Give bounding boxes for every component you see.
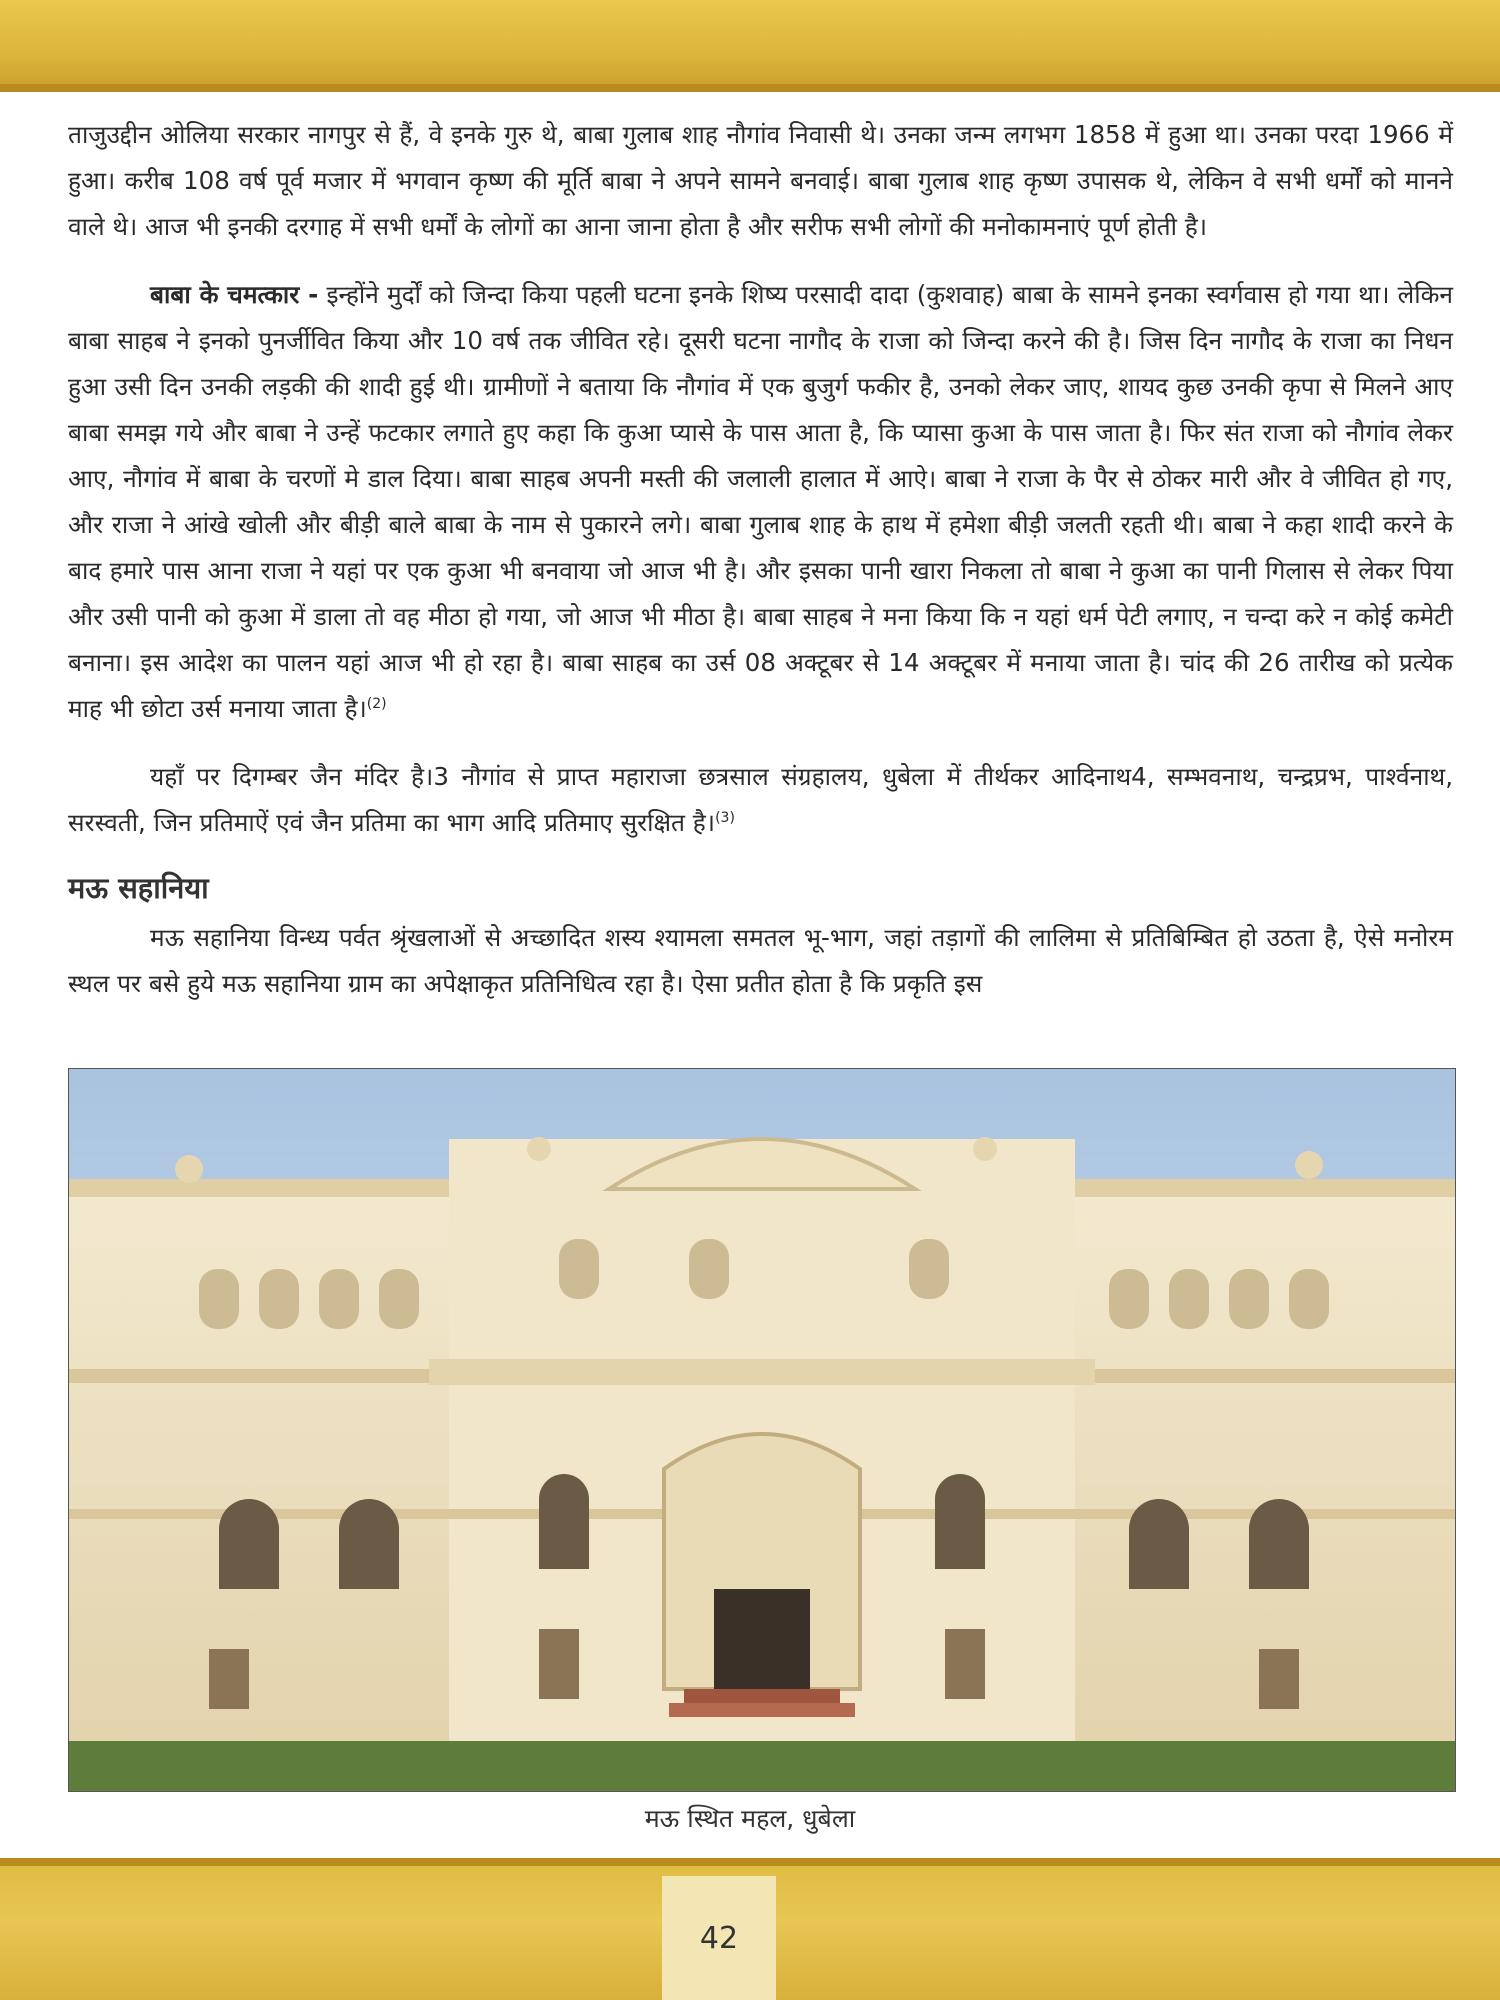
paragraph-miracles: [68, 272, 1453, 732]
page-body: [68, 112, 1453, 1029]
figure-caption: मऊ स्थित महल, धुबेला: [644, 1804, 856, 1833]
section-title: मऊ सहानिया: [68, 871, 209, 905]
jain-temple-text: यहाँ पर दिगम्बर जैन मंदिर है।3 नौगांव से प्राप्त महाराजा छत्रसाल संग्रहालय, धुबेला में तीर्थकर आदिनाथ4, सम्भवनाथ, चन्द्रप्रभ, पार्श्वनाथ, सरस्वती, जिन प्रतिमाऐं एवं जैन प्रतिमा का भाग आदि प्रतिमाए सुरक्षित है।: [68, 762, 1453, 837]
miracles-text: इन्होंने मुर्दों को जिन्दा किया पहली घटना इनके शिष्य परसादी दादा (कुशवाह) बाबा के सामने इनका स्वर्गवास हो गया था। लेकिन बाबा साहब ने इनको पुनर्जीवित किया और 10 वर्ष तक जीवित रहे। दूसरी घटना नागौद के राजा को जिन्दा करने की है। जिस दिन नागौद के राजा का निधन हुआ उसी दिन उनकी लड़की की शादी हुई थी। ग्रामीणों ने बताया कि नौगांव में एक बुजुर्ग फकीर है, उनको लेकर जाए, शायद कुछ उनकी कृपा से मिलने आए बाबा समझ गये और बाबा ने उन्हें फटकार लगाते हुए कहा कि कुआ प्यासे के पास आता है, कि प्यासा कुआ के पास जाता है। फिर संत राजा को नौगांव लेकर आए, नौगांव में बाबा के चरणों मे डाल दिया। बाबा साहब अपनी मस्ती की जलाली हालात में आऐ। बाबा ने राजा के पैर से ठोकर मारी और वे जीवित हो गए, और राजा ने आंखे खोली और बीड़ी बाले बाबा के नाम से पुकारने लगे। बाबा गुलाब शाह के हाथ में हमेशा बीड़ी जलती रहती थी। बाबा ने कहा शादी करने के बाद हमारे पास आना राजा ने यहां पर एक कुआ भी बनवाया जो आज भी है। और इसका पानी खारा निकला तो बाबा ने कुआ का पानी गिलास से लेकर पिया और उसी पानी को कुआ में डाला तो वह मीठा हो गया, जो आज भी मीठा है। बाबा साहब ने मना किया कि न यहां धर्म पेटी लगाए, न चन्दा करे न कोई कमेटी बनाना। इस आदेश का पालन यहां आज भी हो रहा है। बाबा साहब का उर्स 08 अक्टूबर से 14 अक्टूबर में मनाया जाता है। चांद की 26 तारीख को प्रत्येक माह भी छोटा उर्स मनाया जाता है।: [68, 280, 1454, 723]
paragraph-1: ताजुउद्दीन ओलिया सरकार नागपुर से हैं, वे इनके गुरु थे, बाबा गुलाब शाह नौगांव निवासी थे। उनका जन्म लगभग 1858 में हुआ था। उनका परदा 1966 में हुआ। करीब 108 वर्ष पूर्व मजार में भगवान कृष्ण की मूर्ति बाबा ने अपने सामने बनवाई। बाबा गुलाब शाह कृष्ण उपासक थे, लेकिन वे सभी धर्मों को मानने वाले थे। आज भी इनकी दरगाह में सभी धर्मों के लोगों का आना जाना होता है और सरीफ सभी लोगों की मनोकामनाएं पूर्ण होती है।: [68, 120, 1453, 241]
grass: [69, 1741, 1455, 1791]
footnote-ref-3: (3): [715, 809, 735, 826]
palace-photo: [68, 1068, 1456, 1792]
footnote-ref-2: (2): [366, 695, 387, 712]
miracles-heading: बाबा के चमत्कार -: [150, 280, 319, 309]
main-door: [714, 1589, 810, 1689]
top-decorative-band: [0, 0, 1500, 92]
paragraph-mau-sahaniya: मऊ सहानिया विन्ध्य पर्वत श्रृंखलाओं से अच्छादित शस्य श्यामला समतल भू-भाग, जहां तड़ागों की लालिमा से प्रतिबिम्बित हो उठता है, ऐसे मनोरम स्थल पर बसे हुये मऊ सहानिया ग्राम का अपेक्षाकृत प्रतिनिधित्व रहा है। ऐसा प्रतीत होता है कि प्रकृति इस: [68, 923, 1453, 998]
paragraph-jain-temple: [68, 754, 1453, 846]
palace-illustration: [69, 1069, 1455, 1791]
page-number: 42: [662, 1876, 776, 2000]
